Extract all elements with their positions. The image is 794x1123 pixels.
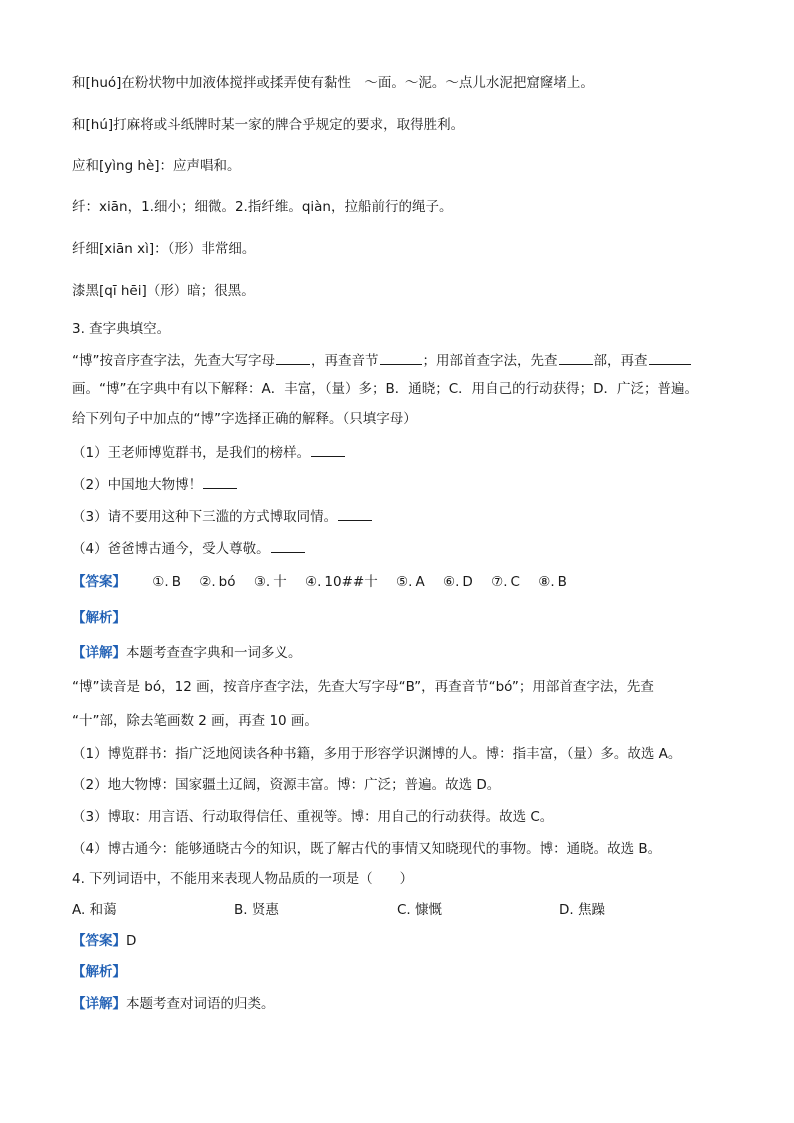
definition-line: 应和[yìng hè]：应声唱和。 <box>72 158 241 174</box>
question-3-item <box>72 474 238 494</box>
detail-label: 【详解】 <box>72 645 126 661</box>
question-3-item <box>72 442 346 462</box>
explanation-item: （4）博古通今：能够通晓古今的知识，既了解古代的事情又知晓现代的事物。博：通晓。故选 B。 <box>72 841 662 857</box>
answer-blank[interactable] <box>649 350 691 365</box>
option-b[interactable]: B. 贤惠 <box>234 902 279 918</box>
answer-item: ①. B <box>152 574 181 590</box>
question-3-item <box>72 506 373 526</box>
detail-line <box>72 644 302 662</box>
question-3-prompt-line <box>72 350 692 370</box>
answer-label: 【答案】 <box>72 574 126 590</box>
detail-line <box>72 995 275 1013</box>
answer-blank[interactable] <box>276 350 310 365</box>
question-3-answer-row <box>72 573 581 591</box>
explanation-item: （1）博览群书：指广泛地阅读各种书籍，多用于形容学识渊博的人。博：指丰富，（量）多。故选 A。 <box>72 746 682 762</box>
option-d[interactable]: D. 焦躁 <box>559 902 605 918</box>
item-text: （2）中国地大物博！ <box>72 477 203 493</box>
answer-item: ⑦. C <box>491 574 520 590</box>
answer-item: ④. 10##十 <box>305 574 378 590</box>
answer-item: ⑤. A <box>396 574 425 590</box>
definition-line: 和[hú]打麻将或斗纸牌时某一家的牌合乎规定的要求，取得胜利。 <box>72 117 465 133</box>
answer-label: 【答案】 <box>72 933 126 949</box>
explanation-item: （2）地大物博：国家疆土辽阔，资源丰富。博：广泛；普遍。故选 D。 <box>72 777 501 793</box>
question-4-title: 4. 下列词语中，不能用来表现人物品质的一项是（ ） <box>72 871 414 887</box>
explanation-line: “博”读音是 bó，12 画，按音序查字法，先查大写字母“B”，再查音节“bó”；用部首查字法，先查 <box>72 679 654 695</box>
answer-blank[interactable] <box>380 350 422 365</box>
item-text: （1）王老师博览群书，是我们的榜样。 <box>72 445 311 461</box>
answer-item: ⑧. B <box>538 574 567 590</box>
detail-text: 本题考查对词语的归类。 <box>126 996 275 1012</box>
detail-text: 本题考查查字典和一词多义。 <box>126 645 302 661</box>
question-3-instruction: 给下列句子中加点的“博”字选择正确的解释。（只填字母） <box>72 411 417 427</box>
item-text: （4）爸爸博古通今，受人尊敬。 <box>72 541 270 557</box>
definition-line: 和[huó]在粉状物中加液体搅拌或揉弄使有黏性 ～面。～泥。～点儿水泥把窟窿堵上。 <box>72 75 594 91</box>
option-a[interactable]: A. 和蔼 <box>72 902 117 918</box>
item-text: （3）请不要用这种下三滥的方式博取同情。 <box>72 509 338 525</box>
answer-item: ③. 十 <box>253 574 287 590</box>
option-c[interactable]: C. 慷慨 <box>397 902 443 918</box>
prompt-text: ，再查音节 <box>311 353 379 369</box>
question-4-answer <box>72 932 136 950</box>
answer-blank[interactable] <box>203 474 237 489</box>
answer-blank[interactable] <box>271 538 305 553</box>
prompt-text: 部，再查 <box>593 353 648 369</box>
analysis-label: 【解析】 <box>72 610 126 626</box>
answer-blank[interactable] <box>338 506 372 521</box>
question-3-title: 3. 查字典填空。 <box>72 321 171 337</box>
question-3-item <box>72 538 306 558</box>
explanation-line: “十”部，除去笔画数 2 画，再查 10 画。 <box>72 713 318 729</box>
prompt-text: “博”按音序查字法，先查大写字母 <box>72 353 275 369</box>
detail-label: 【详解】 <box>72 996 126 1012</box>
definition-line: 纤细[xiān xì]：（形）非常细。 <box>72 241 256 257</box>
analysis-label: 【解析】 <box>72 964 126 980</box>
answer-blank[interactable] <box>311 442 345 457</box>
explanation-item: （3）博取：用言语、行动取得信任、重视等。博：用自己的行动获得。故选 C。 <box>72 809 554 825</box>
question-3-prompt-line: 画。“博”在字典中有以下解释：A．丰富，（量）多；B．通晓；C．用自己的行动获得；D．广泛；普遍。 <box>72 381 699 397</box>
definition-line: 纤：xiān，1.细小；细微。2.指纤维。qiàn，拉船前行的绳子。 <box>72 199 453 215</box>
answer-blank[interactable] <box>559 350 593 365</box>
answer-item: ②. bó <box>199 574 236 590</box>
answer-item: ⑥. D <box>442 574 473 590</box>
definition-line: 漆黑[qī hēi]（形）暗；很黑。 <box>72 283 255 299</box>
answer-value: D <box>126 933 137 949</box>
prompt-text: ；用部首查字法，先查 <box>422 353 558 369</box>
